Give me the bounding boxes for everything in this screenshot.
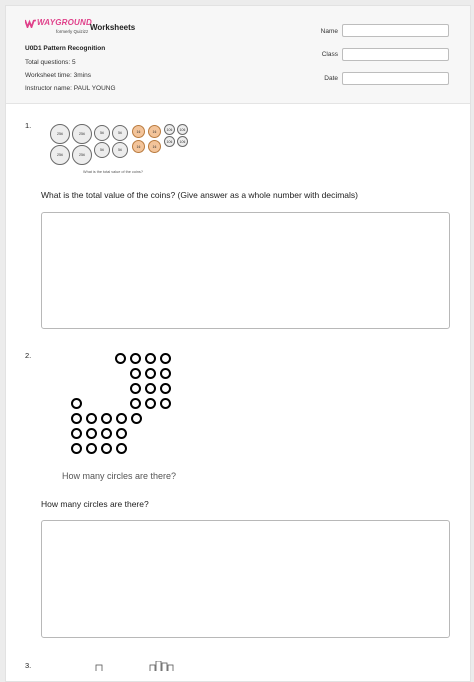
quarter-coin: 25¢ xyxy=(50,145,70,165)
nickel-coin: 5¢ xyxy=(94,125,110,141)
circle-shape xyxy=(71,443,82,454)
circle-shape xyxy=(86,443,97,454)
penny-coin: 1¢ xyxy=(132,140,145,153)
quarter-coin: 25¢ xyxy=(72,124,92,144)
coins-image-caption: What is the total value of the coins? xyxy=(83,170,143,174)
wayground-logo xyxy=(25,17,95,43)
dime-coin: 10¢ xyxy=(177,136,188,147)
question-text: What is the total value of the coins? (Give answer as a whole number with decimals) xyxy=(41,190,359,200)
answer-box[interactable] xyxy=(41,520,450,638)
nickel-coin: 5¢ xyxy=(112,142,128,158)
circle-shape xyxy=(71,398,82,409)
class-label: Class xyxy=(321,51,338,58)
circle-shape xyxy=(131,413,142,424)
quarter-coin: 25¢ xyxy=(50,124,70,144)
worksheet-time: Worksheet time: 3mins xyxy=(25,72,91,79)
circle-shape xyxy=(145,383,156,394)
date-field[interactable] xyxy=(342,72,449,85)
dime-coin: 10¢ xyxy=(164,124,175,135)
penny-coin: 1¢ xyxy=(132,125,145,138)
question-number: 1. xyxy=(25,121,32,130)
nickel-coin: 5¢ xyxy=(94,142,110,158)
circles-image-caption: How many circles are there? xyxy=(62,471,177,481)
dime-coin: 10¢ xyxy=(177,124,188,135)
logo-text: WAYGROUND xyxy=(37,18,92,27)
answer-box[interactable] xyxy=(41,212,450,329)
circle-shape xyxy=(71,413,82,424)
name-field[interactable] xyxy=(342,24,449,37)
question-number: 3. xyxy=(25,661,32,670)
name-label: Name xyxy=(320,28,338,35)
worksheet-page xyxy=(5,5,471,682)
worksheet-header xyxy=(6,6,470,104)
circle-shape xyxy=(145,353,156,364)
wayground-logo-icon xyxy=(25,19,36,28)
circle-shape xyxy=(130,383,141,394)
instructor-name: Instructor name: PAUL YOUNG xyxy=(25,85,116,92)
circle-shape xyxy=(101,413,112,424)
circle-shape xyxy=(116,413,127,424)
circle-shape xyxy=(116,428,127,439)
logo-subtext: formerly Quizizz xyxy=(56,29,89,34)
circle-shape xyxy=(160,353,171,364)
penny-coin: 1¢ xyxy=(148,125,161,138)
circle-shape xyxy=(130,398,141,409)
circle-shape xyxy=(86,428,97,439)
circle-shape xyxy=(101,443,112,454)
circle-shape xyxy=(101,428,112,439)
penny-coin: 1¢ xyxy=(148,140,161,153)
brand-title: Worksheets xyxy=(90,23,136,32)
question-number: 2. xyxy=(25,351,32,360)
circle-shape xyxy=(160,368,171,379)
circle-shape xyxy=(86,413,97,424)
circle-shape xyxy=(71,428,82,439)
total-questions: Total questions: 5 xyxy=(25,59,76,66)
circle-shape xyxy=(130,353,141,364)
class-field[interactable] xyxy=(342,48,449,61)
question-text: How many circles are there? xyxy=(41,499,149,509)
quarter-coin: 25¢ xyxy=(72,145,92,165)
circle-shape xyxy=(145,398,156,409)
circle-shape xyxy=(130,368,141,379)
date-label: Date xyxy=(324,75,338,82)
circle-shape xyxy=(160,383,171,394)
worksheet-title: U0D1 Pattern Recognition xyxy=(25,45,106,52)
circle-shape xyxy=(116,443,127,454)
circle-shape xyxy=(160,398,171,409)
dime-coin: 10¢ xyxy=(164,136,175,147)
circle-shape xyxy=(145,368,156,379)
circle-shape xyxy=(115,353,126,364)
nickel-coin: 5¢ xyxy=(112,125,128,141)
